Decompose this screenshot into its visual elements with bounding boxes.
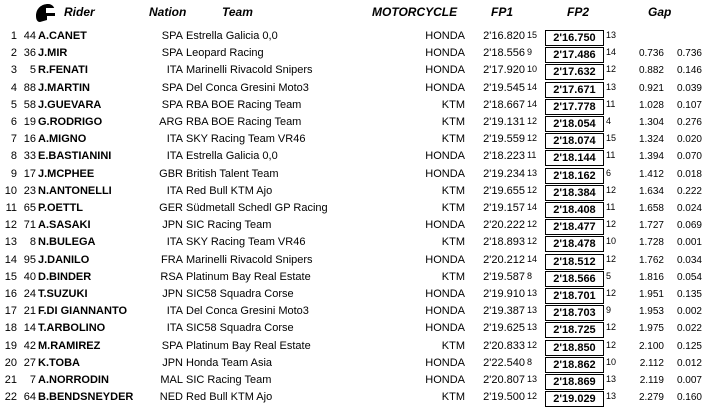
- rider-name: A.MIGNO: [38, 133, 87, 146]
- gap-to-first: 1.816: [638, 271, 664, 283]
- fp2-lap: 12: [606, 339, 617, 350]
- motorcycle: HONDA: [425, 64, 465, 77]
- position: 10: [4, 184, 17, 197]
- rider-number: 64: [23, 391, 36, 404]
- nation-code: ARG: [159, 116, 183, 128]
- fp2-lap: 15: [606, 133, 617, 144]
- fp1-lap: 14: [527, 253, 538, 264]
- motorcycle: HONDA: [425, 47, 465, 60]
- fp1-lap: 13: [527, 374, 538, 384]
- table-row: [0, 304, 705, 321]
- fp2-lap: 12: [606, 322, 617, 333]
- rider-number: 44: [23, 30, 36, 42]
- fp2-best-time: 2'18.408: [545, 202, 604, 218]
- position: 19: [4, 339, 17, 352]
- motorcycle: HONDA: [425, 288, 465, 300]
- motorcycle: KTM: [441, 270, 465, 283]
- fp2-lap: 13: [606, 374, 617, 384]
- header-nation: Nation: [149, 5, 187, 19]
- rider-name: F.DI GIANNANTO: [38, 305, 128, 318]
- rider-name: J.MARTIN: [38, 81, 90, 94]
- table-row: [0, 321, 705, 338]
- rider-number: 16: [23, 133, 36, 146]
- gap-to-first: 0.921: [638, 82, 664, 94]
- team-name: Marinelli Rivacold Snipers: [186, 253, 313, 266]
- gap-to-first: 1.953: [638, 306, 664, 318]
- rider-name: N.BULEGA: [38, 236, 96, 249]
- fp2-lap: 9: [606, 305, 612, 316]
- fp2-lap: 11: [606, 98, 616, 109]
- nation-code: SPA: [161, 339, 183, 352]
- rider-number: 95: [23, 253, 36, 266]
- table-row: [0, 149, 705, 166]
- position: 2: [10, 47, 17, 60]
- gap-to-first: 0.736: [638, 48, 664, 60]
- results-header: [0, 0, 705, 26]
- fp2-lap: 13: [606, 81, 617, 92]
- gap-to-previous: 0.135: [676, 289, 702, 300]
- table-row: [0, 218, 705, 235]
- fp2-best-time: 2'17.486: [545, 47, 604, 63]
- fp2-lap: 13: [606, 391, 617, 402]
- gap-to-first: 1.394: [638, 151, 664, 163]
- gap-to-previous: 0.276: [676, 117, 702, 128]
- position: 6: [10, 116, 17, 128]
- gap-to-first: 2.100: [638, 340, 664, 352]
- gap-to-previous: 0.018: [676, 168, 702, 180]
- rider-name: T.ARBOLINO: [38, 322, 106, 335]
- gap-to-first: 1.028: [638, 99, 664, 111]
- nation-code: ITA: [166, 236, 183, 249]
- nation-code: SPA: [161, 47, 183, 60]
- rider-number: 33: [23, 150, 36, 163]
- position: 7: [10, 133, 17, 146]
- motorcycle: HONDA: [425, 219, 465, 232]
- fp1-lap: 12: [527, 133, 538, 144]
- motorcycle: KTM: [441, 133, 465, 146]
- fp1-lap: 8: [527, 270, 533, 281]
- fp2-best-time: 2'18.478: [545, 236, 604, 252]
- table-row: [0, 253, 705, 270]
- team-name: SIC58 Squadra Corse: [186, 322, 294, 335]
- team-name: SKY Racing Team VR46: [186, 236, 306, 249]
- fp1-lap: 11: [527, 150, 537, 161]
- rider-name: A.NORRODIN: [38, 374, 109, 386]
- fp1-time: 2'22.540: [483, 356, 525, 369]
- team-name: RBA BOE Racing Team: [186, 98, 302, 111]
- gap-to-first: 2.279: [638, 392, 664, 404]
- position: 5: [10, 98, 17, 111]
- fp2-best-time: 2'17.632: [545, 64, 604, 80]
- position: 17: [4, 305, 17, 318]
- fp1-time: 2'19.587: [483, 270, 525, 283]
- fp2-lap: 12: [606, 184, 617, 195]
- team-name: Südmetall Schedl GP Racing: [186, 202, 328, 214]
- fp2-best-time: 2'18.703: [545, 305, 604, 321]
- nation-code: JPN: [162, 288, 183, 300]
- fp2-best-time: 2'18.054: [545, 116, 604, 132]
- rider-number: 58: [23, 98, 36, 111]
- team-name: SKY Racing Team VR46: [186, 133, 306, 146]
- team-name: Platinum Bay Real Estate: [186, 270, 311, 283]
- fp2-best-time: 2'18.512: [545, 254, 604, 270]
- fp2-lap: 11: [606, 202, 616, 212]
- fp1-time: 2'20.212: [483, 253, 525, 266]
- nation-code: ITA: [166, 64, 183, 77]
- team-name: Estrella Galicia 0,0: [186, 150, 278, 163]
- fp1-lap: 13: [527, 305, 538, 316]
- helmet-icon: [34, 2, 56, 24]
- table-row: [0, 63, 705, 80]
- fp2-best-time: 2'18.162: [545, 168, 604, 184]
- team-name: SIC Racing Team: [186, 374, 272, 386]
- table-row: [0, 29, 705, 46]
- team-name: Leopard Racing: [186, 47, 264, 60]
- gap-to-first: 1.304: [638, 117, 664, 128]
- motorcycle: HONDA: [425, 81, 465, 94]
- rider-number: 36: [23, 47, 36, 60]
- rider-number: 8: [29, 236, 36, 249]
- nation-code: RSA: [160, 270, 183, 283]
- motorcycle: HONDA: [425, 150, 465, 163]
- nation-code: ITA: [166, 184, 183, 197]
- fp2-best-time: 2'18.869: [545, 374, 604, 390]
- position: 12: [4, 219, 17, 232]
- rider-number: 17: [23, 167, 36, 180]
- nation-code: SPA: [161, 81, 183, 94]
- rider-name: A.SASAKI: [38, 219, 91, 232]
- gap-to-first: 2.119: [639, 375, 664, 386]
- fp1-time: 2'17.920: [483, 64, 525, 77]
- fp2-best-time: 2'18.566: [545, 271, 604, 287]
- gap-to-previous: 0.107: [676, 99, 702, 111]
- table-row: [0, 356, 705, 373]
- rider-number: 42: [23, 339, 36, 352]
- rider-name: P.OETTL: [38, 202, 84, 214]
- rider-name: B.BENDSNEYDER: [38, 391, 134, 404]
- position: 14: [4, 253, 17, 266]
- nation-code: ITA: [166, 305, 183, 318]
- fp2-best-time: 2'18.701: [545, 288, 604, 304]
- gap-to-previous: 0.736: [676, 48, 702, 60]
- table-row: [0, 373, 705, 390]
- fp2-lap: 4: [606, 116, 612, 126]
- gap-to-previous: 0.002: [676, 306, 702, 318]
- rider-name: A.CANET: [38, 30, 87, 42]
- motorcycle: KTM: [441, 202, 465, 214]
- gap-to-first: 1.412: [638, 168, 664, 180]
- rider-name: N.ANTONELLI: [38, 184, 112, 197]
- rider-name: T.SUZUKI: [38, 288, 88, 300]
- table-row: [0, 98, 705, 115]
- fp1-time: 2'18.556: [483, 47, 525, 60]
- position: 11: [5, 202, 17, 214]
- fp1-time: 2'18.667: [483, 98, 525, 111]
- rider-number: 14: [23, 322, 36, 335]
- nation-code: GER: [159, 202, 183, 214]
- fp2-lap: 5: [606, 270, 612, 281]
- rider-name: E.BASTIANINI: [38, 150, 112, 163]
- rider-number: 24: [23, 288, 36, 300]
- gap-to-first: 1.658: [638, 203, 664, 214]
- fp2-lap: 13: [606, 30, 617, 40]
- gap-to-first: 1.975: [638, 323, 664, 335]
- rider-number: 65: [23, 202, 36, 214]
- team-name: British Talent Team: [186, 167, 279, 180]
- gap-to-first: 1.951: [638, 289, 664, 300]
- position: 1: [10, 30, 17, 42]
- gap-to-previous: 0.146: [676, 65, 702, 77]
- fp1-time: 2'19.655: [483, 184, 525, 197]
- team-name: Del Conca Gresini Moto3: [186, 305, 309, 318]
- rider-name: J.MCPHEE: [38, 167, 95, 180]
- rider-name: G.RODRIGO: [38, 116, 103, 128]
- team-name: Estrella Galicia 0,0: [186, 30, 278, 42]
- nation-code: NED: [159, 391, 183, 404]
- motorcycle: KTM: [441, 391, 465, 404]
- motorcycle: HONDA: [425, 253, 465, 266]
- gap-to-previous: 0.069: [676, 220, 702, 232]
- rider-name: D.BINDER: [38, 270, 92, 283]
- position: 4: [10, 81, 17, 94]
- fp2-lap: 6: [606, 167, 612, 178]
- motorcycle: HONDA: [425, 305, 465, 318]
- position: 9: [10, 167, 17, 180]
- nation-code: JPN: [162, 219, 183, 232]
- fp1-lap: 15: [527, 30, 538, 40]
- position: 8: [10, 150, 17, 163]
- fp2-best-time: 2'18.074: [545, 133, 604, 149]
- team-name: RBA BOE Racing Team: [186, 116, 302, 128]
- fp1-lap: 10: [527, 64, 538, 75]
- fp1-time: 2'19.545: [483, 81, 525, 94]
- nation-code: FRA: [161, 253, 183, 266]
- position: 20: [4, 356, 17, 369]
- fp2-lap: 14: [606, 47, 617, 58]
- position: 13: [4, 236, 17, 249]
- gap-to-previous: 0.054: [676, 271, 702, 283]
- rider-number: 21: [23, 305, 36, 318]
- fp1-time: 2'19.157: [483, 202, 525, 214]
- table-row: [0, 235, 705, 252]
- fp1-time: 2'16.820: [483, 30, 525, 42]
- team-name: Red Bull KTM Ajo: [186, 184, 273, 197]
- rider-name: R.FENATI: [38, 64, 88, 77]
- nation-code: JPN: [162, 356, 183, 369]
- header-gap: Gap: [648, 5, 672, 19]
- fp1-time: 2'20.807: [483, 374, 525, 386]
- gap-to-first: 1.728: [638, 237, 664, 249]
- fp2-lap: 12: [606, 219, 617, 230]
- header-team: Team: [222, 5, 253, 19]
- motorcycle: HONDA: [425, 30, 465, 42]
- position: 15: [4, 270, 17, 283]
- fp2-best-time: 2'17.778: [545, 99, 604, 115]
- table-row: [0, 46, 705, 63]
- fp2-lap: 11: [606, 150, 616, 161]
- fp1-time: 2'19.910: [483, 288, 525, 300]
- fp1-lap: 12: [527, 184, 538, 195]
- team-name: SIC58 Squadra Corse: [186, 288, 294, 300]
- fp2-best-time: 2'19.029: [545, 391, 604, 407]
- fp2-best-time: 2'16.750: [545, 30, 604, 46]
- gap-to-previous: 0.070: [676, 151, 702, 163]
- gap-to-first: 1.634: [638, 185, 664, 197]
- rider-name: M.RAMIREZ: [38, 339, 101, 352]
- fp1-lap: 12: [527, 391, 538, 402]
- table-row: [0, 167, 705, 184]
- motorcycle: HONDA: [425, 322, 465, 335]
- position: 18: [4, 322, 17, 335]
- gap-to-first: 1.762: [638, 254, 664, 266]
- fp1-lap: 13: [527, 167, 538, 178]
- fp1-time: 2'20.833: [483, 339, 525, 352]
- motorcycle: KTM: [441, 98, 465, 111]
- header-fp1: FP1: [491, 5, 514, 19]
- rider-number: 23: [23, 184, 36, 197]
- fp1-lap: 12: [527, 339, 538, 350]
- gap-to-previous: 0.012: [676, 357, 702, 369]
- rider-name: K.TOBA: [38, 356, 80, 369]
- fp2-lap: 12: [606, 253, 617, 264]
- nation-code: SPA: [161, 30, 183, 42]
- rider-number: 71: [23, 219, 36, 232]
- fp1-lap: 14: [527, 202, 538, 212]
- fp2-best-time: 2'18.477: [545, 219, 604, 235]
- fp2-best-time: 2'18.850: [545, 340, 604, 356]
- position: 21: [4, 374, 17, 386]
- rider-number: 40: [23, 270, 36, 283]
- fp1-time: 2'19.625: [483, 322, 525, 335]
- position: 22: [4, 391, 17, 404]
- table-row: [0, 132, 705, 149]
- fp1-time: 2'19.559: [483, 133, 525, 146]
- fp2-lap: 12: [606, 288, 617, 298]
- table-row: [0, 81, 705, 98]
- fp1-lap: 14: [527, 98, 538, 109]
- fp1-time: 2'18.223: [483, 150, 525, 163]
- fp1-lap: 9: [527, 47, 533, 58]
- table-row: [0, 339, 705, 356]
- fp1-lap: 13: [527, 322, 538, 333]
- motorcycle: KTM: [441, 116, 465, 128]
- fp1-time: 2'19.500: [483, 391, 525, 404]
- table-row: [0, 287, 705, 304]
- team-name: Platinum Bay Real Estate: [186, 339, 311, 352]
- position: 16: [4, 288, 17, 300]
- fp1-lap: 12: [527, 236, 538, 247]
- fp1-time: 2'19.234: [483, 167, 525, 180]
- header-motorcycle: MOTORCYCLE: [372, 5, 458, 19]
- fp2-best-time: 2'18.384: [545, 185, 604, 201]
- table-row: [0, 115, 705, 132]
- header-rider: Rider: [64, 5, 95, 19]
- header-fp2: FP2: [567, 5, 590, 19]
- table-row: [0, 270, 705, 287]
- gap-to-first: 2.112: [639, 357, 664, 369]
- rider-number: 88: [23, 81, 36, 94]
- table-row: [0, 390, 705, 407]
- table-row: [0, 184, 705, 201]
- motorcycle: KTM: [441, 184, 465, 197]
- position: 3: [10, 64, 17, 77]
- fp2-best-time: 2'18.725: [545, 322, 604, 338]
- gap-to-previous: 0.022: [676, 323, 702, 335]
- gap-to-first: 1.324: [638, 134, 664, 146]
- table-row: [0, 201, 705, 218]
- fp2-lap: 12: [606, 64, 617, 75]
- rider-number: 7: [29, 374, 36, 386]
- motorcycle: HONDA: [425, 356, 465, 369]
- fp1-lap: 12: [527, 116, 538, 126]
- fp2-lap: 10: [606, 356, 617, 367]
- gap-to-first: 1.727: [638, 220, 664, 232]
- gap-to-previous: 0.001: [676, 237, 702, 249]
- nation-code: ITA: [166, 133, 183, 146]
- fp1-time: 2'20.222: [483, 219, 525, 232]
- motorcycle: KTM: [441, 339, 465, 352]
- fp2-best-time: 2'17.671: [545, 82, 604, 98]
- nation-code: SPA: [161, 98, 183, 111]
- fp1-time: 2'19.387: [483, 305, 525, 318]
- fp1-lap: 14: [527, 81, 538, 92]
- rider-number: 27: [23, 356, 36, 369]
- rider-name: J.GUEVARA: [38, 98, 102, 111]
- motorcycle: HONDA: [425, 167, 465, 180]
- gap-to-previous: 0.039: [676, 82, 702, 94]
- motorcycle: KTM: [441, 236, 465, 249]
- fp1-lap: 12: [527, 219, 538, 230]
- fp2-best-time: 2'18.144: [545, 150, 604, 166]
- nation-code: ITA: [166, 150, 183, 163]
- team-name: Marinelli Rivacold Snipers: [186, 64, 313, 77]
- team-name: Del Conca Gresini Moto3: [186, 81, 309, 94]
- nation-code: ITA: [166, 322, 183, 335]
- nation-code: MAL: [160, 374, 183, 386]
- fp1-time: 2'18.893: [483, 236, 525, 249]
- gap-to-previous: 0.007: [676, 375, 702, 386]
- fp1-lap: 13: [527, 288, 538, 298]
- fp2-lap: 10: [606, 236, 617, 247]
- gap-to-previous: 0.034: [676, 254, 702, 266]
- rider-number: 19: [23, 116, 36, 128]
- team-name: Red Bull KTM Ajo: [186, 391, 273, 404]
- rider-number: 5: [29, 64, 36, 77]
- fp1-lap: 8: [527, 356, 533, 367]
- gap-to-previous: 0.020: [676, 134, 702, 146]
- gap-to-first: 0.882: [638, 65, 664, 77]
- gap-to-previous: 0.024: [676, 203, 702, 214]
- rider-name: J.DANILO: [38, 253, 90, 266]
- team-name: Honda Team Asia: [186, 356, 273, 369]
- fp2-best-time: 2'18.862: [545, 357, 604, 373]
- gap-to-previous: 0.160: [676, 392, 702, 404]
- fp1-time: 2'19.131: [483, 116, 525, 128]
- gap-to-previous: 0.222: [676, 185, 702, 197]
- rider-name: J.MIR: [38, 47, 68, 60]
- team-name: SIC Racing Team: [186, 219, 272, 232]
- nation-code: GBR: [159, 167, 183, 180]
- motorcycle: HONDA: [425, 374, 465, 386]
- gap-to-previous: 0.125: [676, 340, 702, 352]
